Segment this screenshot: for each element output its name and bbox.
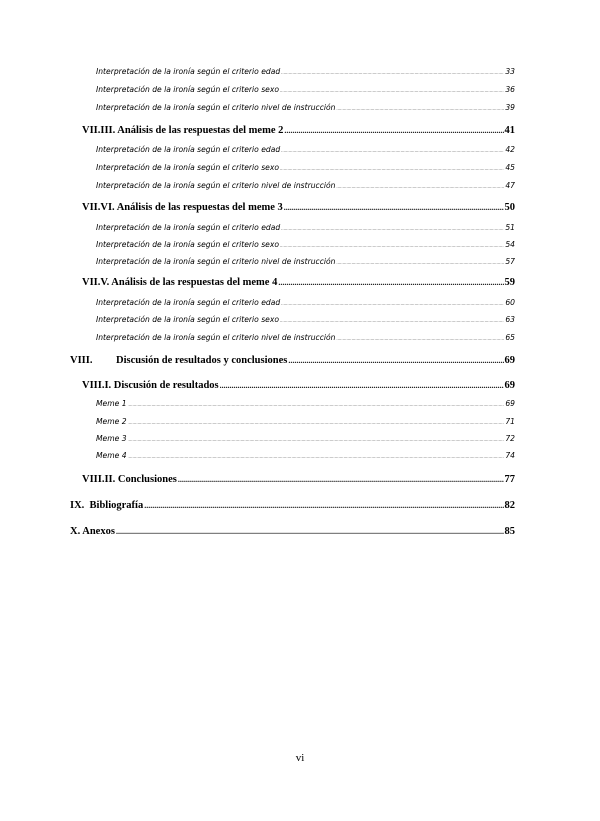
toc-entry-title: Interpretación de la ironía según el criterio edad <box>96 67 281 76</box>
leader-dots <box>336 333 504 342</box>
toc-section <box>82 202 515 213</box>
toc-entry <box>96 223 515 232</box>
toc-entry <box>96 333 515 342</box>
toc-entry <box>96 67 515 76</box>
leader-dots <box>178 474 504 485</box>
toc-entry-title: Interpretación de la ironía según el criterio sexo <box>96 163 279 172</box>
toc-entry-page: 57 <box>505 257 515 266</box>
leader-dots <box>336 181 504 190</box>
leader-dots <box>281 298 504 307</box>
toc-entry-page: 42 <box>505 145 515 154</box>
leader-dots <box>220 380 504 391</box>
toc-section-page: 59 <box>504 277 515 288</box>
toc-entry <box>96 103 515 112</box>
toc-entry <box>96 434 515 443</box>
toc-entry <box>96 417 515 426</box>
toc-entry-page: 36 <box>505 85 515 94</box>
leader-dots <box>128 434 505 443</box>
leader-dots <box>128 417 505 426</box>
leader-dots <box>281 223 504 232</box>
toc-entry-title: Interpretación de la ironía según el criterio nivel de instrucción <box>96 103 336 112</box>
toc-chapter-title: X. Anexos <box>70 526 115 537</box>
toc-entry-title: Interpretación de la ironía según el criterio edad <box>96 298 281 307</box>
toc-entry-page: 72 <box>505 434 515 443</box>
toc-entry <box>96 145 515 154</box>
toc-entry-title: Interpretación de la ironía según el criterio nivel de instrucción <box>96 181 336 190</box>
toc-section-title: VII.VI. Análisis de las respuestas del meme 3 <box>82 202 283 213</box>
toc-chapter <box>70 355 515 366</box>
toc-section-title: VII.V. Análisis de las respuestas del meme 4 <box>82 277 278 288</box>
toc-chapter <box>70 526 515 537</box>
leader-dots <box>278 277 503 288</box>
toc-section-title: VIII.II. Conclusiones <box>82 474 177 485</box>
toc-section-page: 41 <box>504 125 515 136</box>
toc-entry-title: Meme 1 <box>96 399 127 408</box>
toc-chapter-title: IX. Bibliografía <box>70 500 144 511</box>
toc-entry-page: 63 <box>505 315 515 324</box>
toc-section-title: VIII.I. Discusión de resultados <box>82 380 219 391</box>
toc-chapter <box>70 500 515 511</box>
toc-chapter-page: 69 <box>504 355 515 366</box>
toc-section-page: 69 <box>504 380 515 391</box>
toc-entry <box>96 181 515 190</box>
toc-entry-title: Interpretación de la ironía según el criterio edad <box>96 223 281 232</box>
toc-section <box>82 277 515 288</box>
toc-entry-page: 71 <box>505 417 515 426</box>
toc-section-title: VII.III. Análisis de las respuestas del meme 2 <box>82 125 284 136</box>
toc-entry-page: 51 <box>505 223 515 232</box>
leader-dots <box>116 526 504 537</box>
toc-entry-page: 54 <box>505 240 515 249</box>
toc-entry-page: 65 <box>505 333 515 342</box>
leader-dots <box>288 355 503 366</box>
page-number: vi <box>295 752 305 764</box>
leader-dots <box>284 202 504 213</box>
toc-entry-title: Interpretación de la ironía según el criterio nivel de instrucción <box>96 333 336 342</box>
leader-dots <box>128 451 505 460</box>
toc-entry-title: Interpretación de la ironía según el criterio sexo <box>96 85 279 94</box>
toc-entry-title: Meme 3 <box>96 434 127 443</box>
toc-section <box>82 474 515 485</box>
toc-entry-title: Meme 4 <box>96 451 127 460</box>
toc-entry <box>96 399 515 408</box>
leader-dots <box>280 240 504 249</box>
toc-section-page: 77 <box>504 474 515 485</box>
toc-entry-title: Interpretación de la ironía según el criterio sexo <box>96 240 279 249</box>
toc-entry <box>96 298 515 307</box>
leader-dots <box>336 103 504 112</box>
toc-entry <box>96 240 515 249</box>
leader-dots <box>281 145 504 154</box>
leader-dots <box>280 315 504 324</box>
toc-entry-page: 33 <box>505 67 515 76</box>
toc-entry-title: Interpretación de la ironía según el criterio edad <box>96 145 281 154</box>
toc-entry-page: 69 <box>505 399 515 408</box>
toc-entry <box>96 163 515 172</box>
toc-chapter-page: 85 <box>504 526 515 537</box>
toc-chapter-title: Discusión de resultados y conclusiones <box>116 355 288 366</box>
leader-dots <box>280 163 504 172</box>
toc-entry-page: 45 <box>505 163 515 172</box>
toc-section <box>82 380 515 391</box>
leader-dots <box>280 85 504 94</box>
toc-entry <box>96 451 515 460</box>
toc-entry <box>96 257 515 266</box>
toc-entry-title: Meme 2 <box>96 417 127 426</box>
leader-dots <box>281 67 504 76</box>
toc-section-page: 50 <box>504 202 515 213</box>
toc-entry-title: Interpretación de la ironía según el criterio nivel de instrucción <box>96 257 336 266</box>
toc-entry-page: 74 <box>505 451 515 460</box>
toc-entry <box>96 85 515 94</box>
toc-entry-title: Interpretación de la ironía según el criterio sexo <box>96 315 279 324</box>
toc-entry-page: 39 <box>505 103 515 112</box>
toc-entry-page: 47 <box>505 181 515 190</box>
leader-dots <box>144 500 503 511</box>
leader-dots <box>336 257 504 266</box>
leader-dots <box>128 399 505 408</box>
toc-chapter-number: VIII. <box>70 355 93 366</box>
toc-chapter-page: 82 <box>504 500 515 511</box>
toc-entry-page: 60 <box>505 298 515 307</box>
leader-dots <box>284 125 503 136</box>
toc-section <box>82 125 515 136</box>
toc-entry <box>96 315 515 324</box>
